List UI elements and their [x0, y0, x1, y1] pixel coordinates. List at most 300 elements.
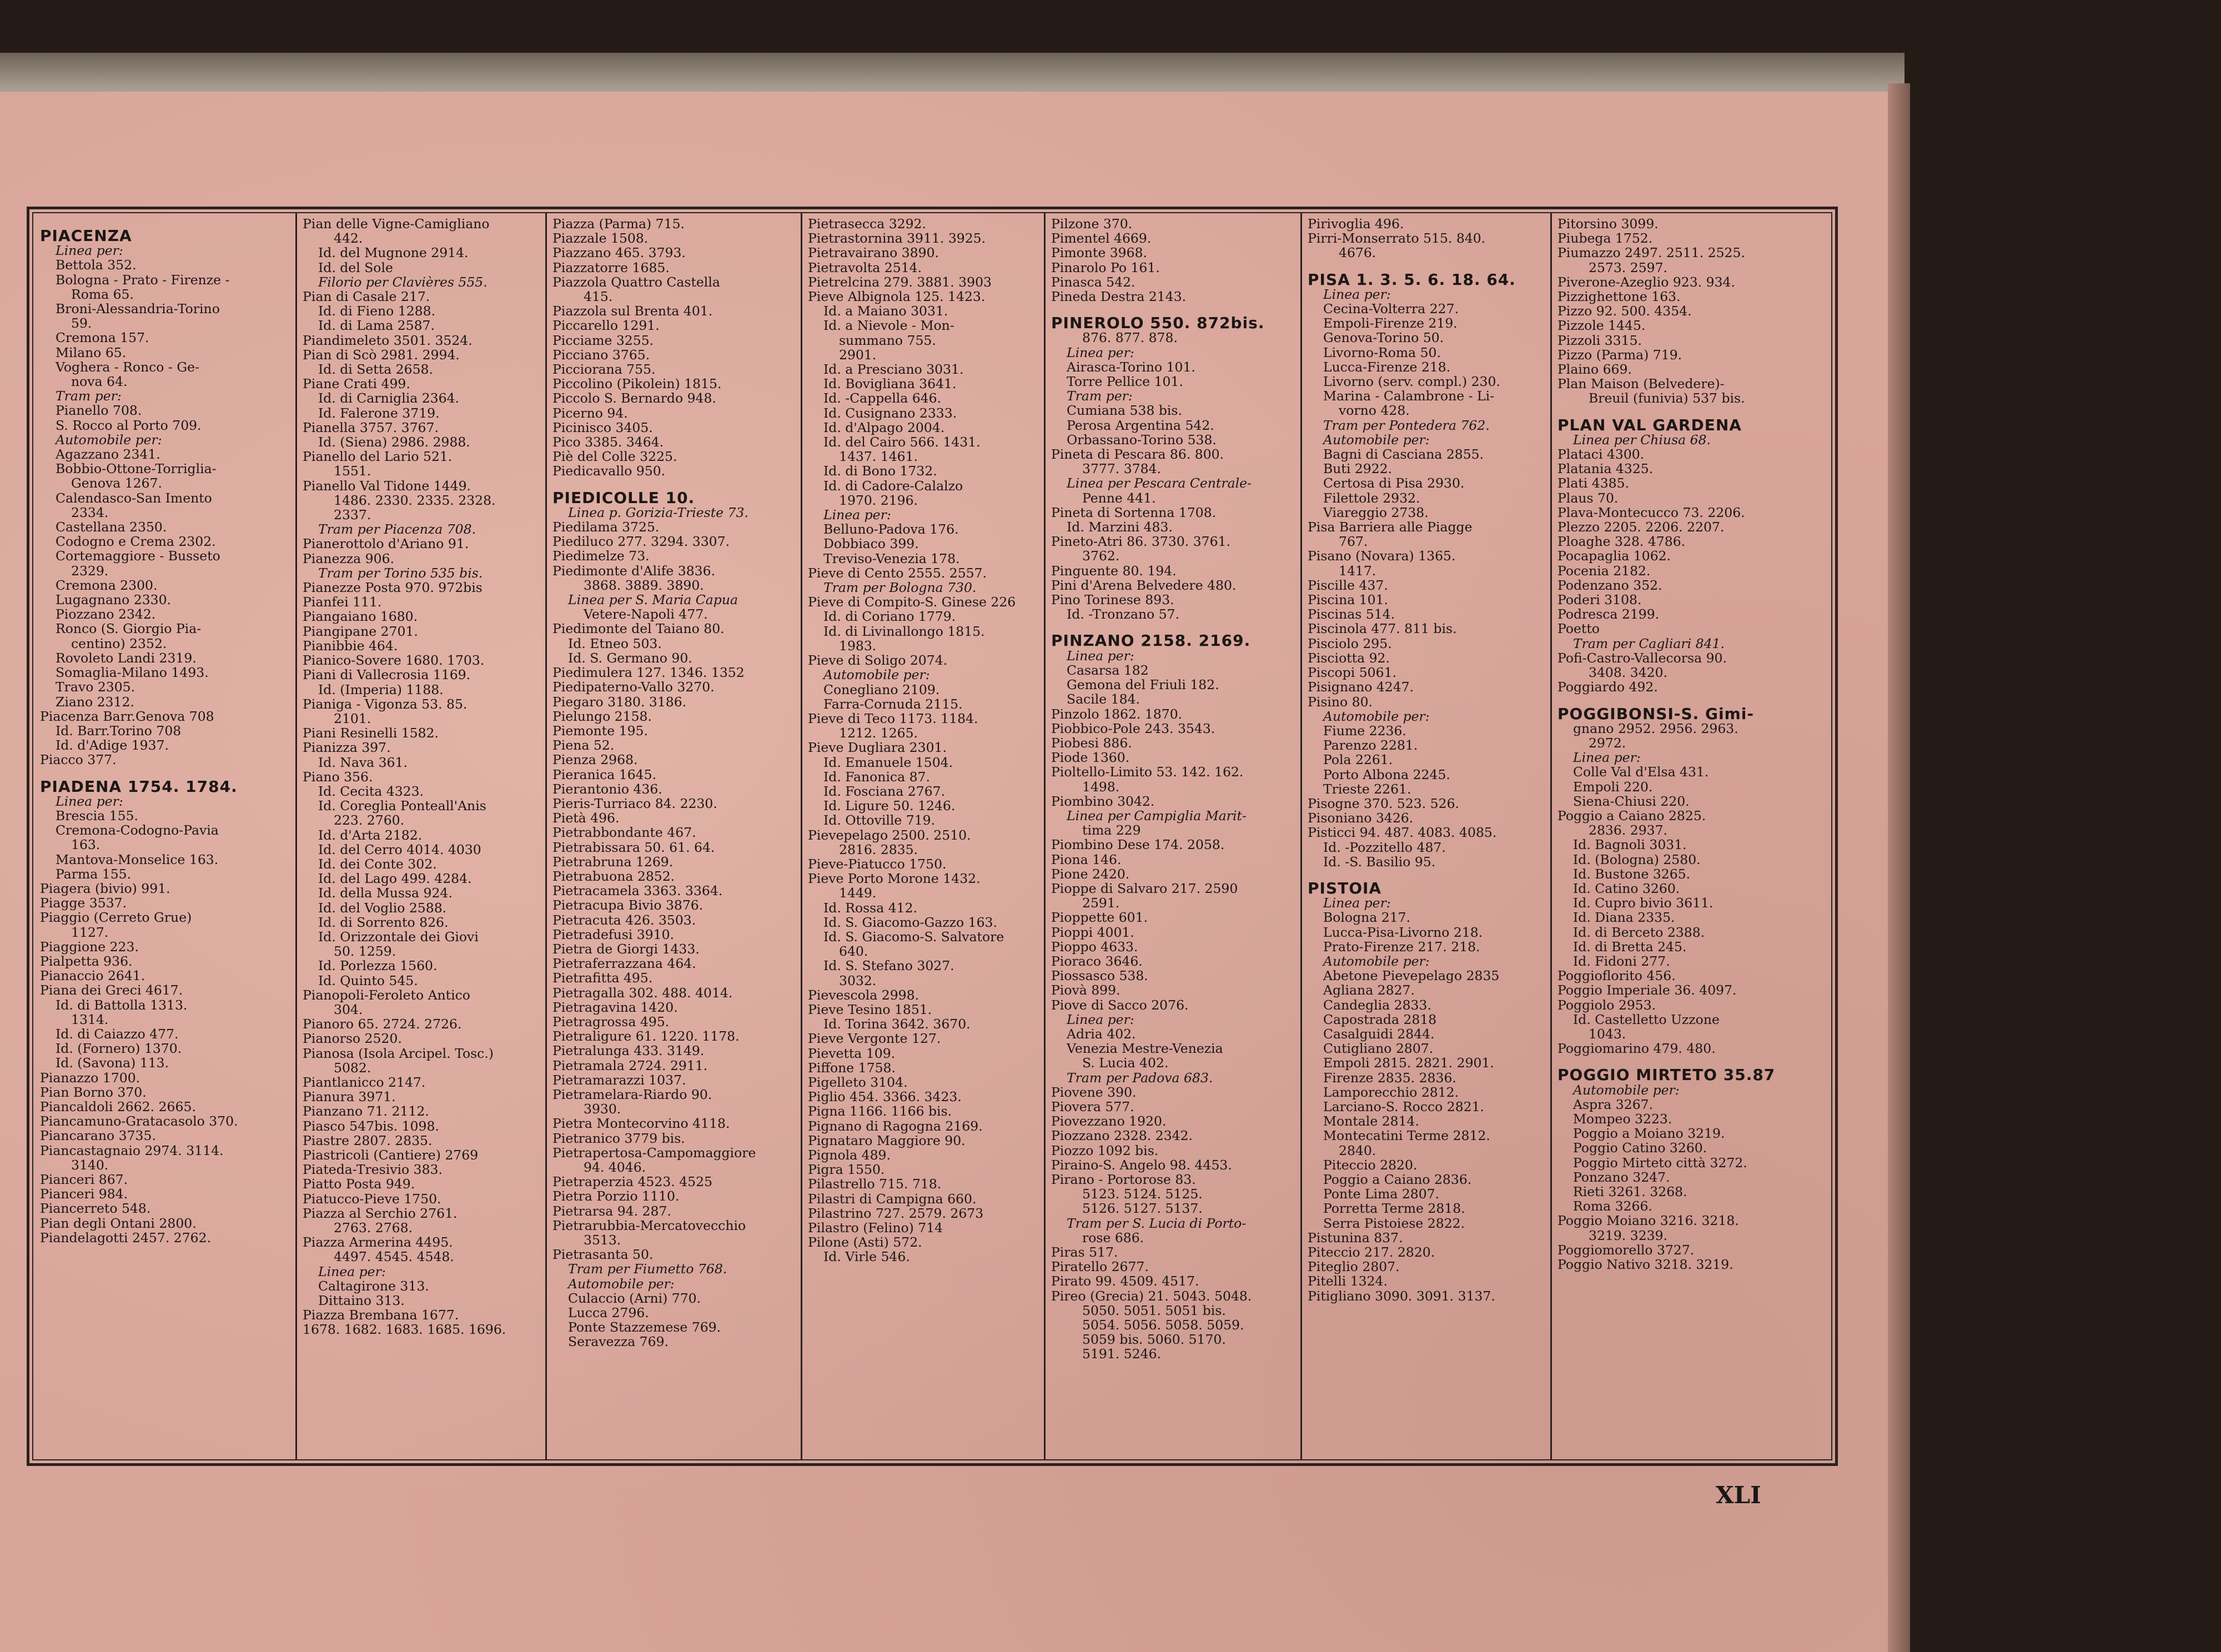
section-heading: PIACENZA: [40, 227, 132, 245]
index-entry: 5054. 5056. 5058. 5059.: [1082, 1317, 1244, 1333]
index-entry: Vetere-Napoli 477.: [584, 606, 708, 622]
index-entry: Bologna - Prato - Firenze -: [56, 272, 230, 288]
index-entry: Pirato 99. 4509. 4517.: [1051, 1273, 1199, 1289]
index-entry: Pietradefusi 3910.: [552, 926, 675, 942]
index-entry: Piedimulera 127. 1346. 1352: [552, 665, 745, 681]
index-entry: Genova 1267.: [71, 475, 162, 491]
index-entry: Pianezza 906.: [303, 550, 394, 566]
index-entry: 3140.: [71, 1157, 109, 1173]
index-entry: Pian delle Vigne-Camigliano: [303, 216, 490, 232]
index-entry: Pioltello-Limito 53. 142. 162.: [1051, 764, 1244, 780]
index-entry: Linea per Chiusa 68.: [1573, 431, 1711, 448]
index-entry: Id. Cecita 4323.: [318, 783, 424, 799]
index-entry: Id. della Mussa 924.: [318, 885, 453, 901]
index-entry: Pian Borno 370.: [40, 1084, 147, 1100]
index-entry: Piode 1360.: [1051, 750, 1130, 766]
index-entry: Tram per:: [1067, 388, 1133, 404]
index-entry: Linea per:: [823, 507, 891, 523]
index-entry: Piombino 3042.: [1051, 793, 1155, 809]
index-entry: Piovera 577.: [1051, 1098, 1134, 1114]
index-entry: Automobile per:: [823, 667, 930, 683]
index-entry: Piancastagnaio 2974. 3114.: [40, 1142, 224, 1158]
index-entry: Pian degli Ontani 2800.: [40, 1215, 197, 1231]
index-entry: Siena-Chiusi 220.: [1573, 793, 1690, 809]
index-entry: 415.: [584, 289, 613, 305]
index-entry: Id. d'Alpago 2004.: [823, 419, 945, 435]
index-entry: Piove di Sacco 2076.: [1051, 997, 1189, 1013]
index-entry: Picciano 3765.: [552, 347, 650, 363]
index-entry: Mantova-Monselice 163.: [56, 851, 219, 867]
index-entry: 1970. 2196.: [839, 492, 918, 508]
index-entry: Linea per:: [1573, 750, 1641, 766]
index-entry: Caltagirone 313.: [318, 1278, 429, 1294]
index-entry: 59.: [71, 315, 92, 332]
page-edge: [1888, 83, 1910, 1652]
index-entry: Pieve Porto Morone 1432.: [808, 871, 981, 887]
index-entry: Pisciotta 92.: [1308, 650, 1390, 666]
index-entry: Bologna 217.: [1323, 910, 1411, 926]
index-entry: Pizzoli 3315.: [1557, 332, 1642, 348]
index-entry: Cumiana 538 bis.: [1067, 403, 1182, 419]
index-entry: Id. Ottoville 719.: [823, 812, 936, 828]
index-entry: Automobile per:: [56, 431, 162, 448]
index-entry: Piatto Posta 949.: [303, 1176, 415, 1192]
index-entry: Ponzano 3247.: [1573, 1169, 1670, 1185]
index-entry: 5126. 5127. 5137.: [1082, 1201, 1203, 1217]
index-entry: Lamporecchio 2812.: [1323, 1084, 1459, 1100]
index-entry: Piana dei Greci 4617.: [40, 982, 183, 998]
index-column-4: [802, 214, 1044, 1458]
index-entry: Pietralunga 433. 3149.: [552, 1043, 705, 1059]
index-entry: Piancaldoli 2662. 2665.: [40, 1098, 196, 1114]
index-entry: Plaino 669.: [1557, 361, 1632, 378]
index-entry: Piras 517.: [1051, 1244, 1118, 1261]
index-entry: Pimonte 3968.: [1051, 245, 1147, 261]
index-entry: Pietrabuona 2852.: [552, 868, 675, 884]
index-entry: S. Lucia 402.: [1082, 1055, 1169, 1071]
index-entry: Pietra de Giorgi 1433.: [552, 941, 700, 957]
index-entry: Id. Catino 3260.: [1573, 880, 1680, 896]
index-entry: Id. Falerone 3719.: [318, 405, 440, 421]
index-entry: Culaccio (Arni) 770.: [568, 1290, 701, 1306]
index-entry: Id. Cusignano 2333.: [823, 405, 957, 421]
index-entry: 223. 2760.: [334, 812, 405, 828]
index-entry: Poggio a Caiano 2825.: [1557, 807, 1706, 824]
index-entry: 5082.: [334, 1060, 371, 1076]
index-entry: Id. di Setta 2658.: [318, 361, 433, 378]
index-entry: Calendasco-San Imento: [56, 490, 212, 506]
index-entry: Pietracamela 3363. 3364.: [552, 883, 723, 899]
index-entry: tima 229: [1082, 822, 1141, 838]
index-entry: Lugagnano 2330.: [56, 592, 172, 608]
index-entry: Bagni di Casciana 2855.: [1323, 446, 1484, 463]
index-entry: Pimentel 4669.: [1051, 230, 1152, 247]
index-entry: Ziano 2312.: [56, 694, 134, 710]
index-entry: Pieranica 1645.: [552, 766, 657, 782]
index-entry: Piani di Vallecrosia 1169.: [303, 667, 471, 683]
section-heading: POGGIBONSI-S. Gimi-: [1557, 704, 1755, 723]
index-entry: Pianura 3971.: [303, 1089, 396, 1105]
index-entry: Genova-Torino 50.: [1323, 330, 1444, 346]
index-entry: Pianerottolo d'Ariano 91.: [303, 536, 469, 552]
index-entry: Pievescola 2998.: [808, 987, 919, 1003]
index-entry: Pietragrossa 495.: [552, 1013, 670, 1030]
index-entry: Piccolo S. Bernardo 948.: [552, 390, 716, 406]
index-entry: 1437. 1461.: [839, 449, 918, 465]
index-entry: Id. (Siena) 2986. 2988.: [318, 434, 470, 450]
index-entry: Linea per:: [1323, 286, 1391, 302]
index-entry: Pievetta 109.: [808, 1045, 896, 1061]
index-entry: Id. di Cadore-Calalzo: [823, 478, 963, 494]
index-entry: S. Rocco al Porto 709.: [56, 417, 202, 433]
index-entry: Piatucco-Pieve 1750.: [303, 1191, 441, 1207]
index-entry: Id. Rossa 412.: [823, 900, 918, 916]
index-entry: Poderi 3108.: [1557, 592, 1642, 608]
index-entry: Piozzano 2342.: [56, 606, 156, 622]
index-entry: Picinisco 3405.: [552, 419, 653, 435]
index-entry: Pilastrino 727. 2579. 2673: [808, 1205, 984, 1221]
index-entry: Piscopi 5061.: [1308, 665, 1397, 681]
index-entry: Id. di Berceto 2388.: [1573, 924, 1705, 940]
index-entry: Broni-Alessandria-Torino: [56, 301, 220, 317]
index-entry: 876. 877. 878.: [1082, 330, 1178, 346]
index-entry: Codogno e Crema 2302.: [56, 534, 216, 550]
index-entry: 1043.: [1589, 1026, 1626, 1042]
index-entry: Poggiardo 492.: [1557, 679, 1658, 695]
index-entry: Pietraferrazzana 464.: [552, 956, 696, 972]
index-entry: Piscina 101.: [1308, 592, 1389, 608]
index-entry: Pietravolta 2514.: [808, 259, 922, 275]
index-entry: Pizzo (Parma) 719.: [1557, 347, 1682, 363]
index-entry: Pietramelara-Riardo 90.: [552, 1086, 712, 1102]
index-entry: Pietra Porzio 1110.: [552, 1188, 680, 1204]
index-entry: Pilastrello 715. 718.: [808, 1176, 942, 1192]
index-entry: Id. del Lago 499. 4284.: [318, 871, 472, 887]
index-entry: Piacco 377.: [40, 752, 117, 768]
index-entry: Piantlanicco 2147.: [303, 1074, 426, 1090]
index-entry: Pietramarazzi 1037.: [552, 1072, 686, 1088]
index-entry: Id. di Fieno 1288.: [318, 303, 436, 319]
index-entry: Pitelli 1324.: [1308, 1273, 1388, 1289]
index-entry: Id. Marzini 483.: [1067, 519, 1173, 535]
index-entry: Id. di Sorrento 826.: [318, 914, 449, 930]
index-entry: Adria 402.: [1067, 1026, 1136, 1042]
index-entry: 4497. 4545. 4548.: [334, 1249, 454, 1265]
index-entry: Piani Resinelli 1582.: [303, 725, 439, 741]
section-heading: PISA 1. 3. 5. 6. 18. 64.: [1308, 270, 1516, 289]
index-entry: Piffone 1758.: [808, 1060, 896, 1076]
index-entry: Ponte Stazzemese 769.: [568, 1319, 721, 1335]
index-column-1: [34, 214, 295, 1458]
index-entry: Id. a Nievole - Mon-: [823, 318, 954, 334]
index-entry: Piena 52.: [552, 737, 615, 754]
index-entry: Tram per Torino 535 bis.: [318, 565, 483, 581]
index-entry: 1449.: [839, 885, 877, 901]
index-entry: Plezzo 2205. 2206. 2207.: [1557, 519, 1725, 535]
index-entry: Piedimonte d'Alife 3836.: [552, 563, 716, 579]
index-entry: Pisignano 4247.: [1308, 679, 1414, 695]
index-entry: Pietra Montecorvino 4118.: [552, 1116, 730, 1132]
index-entry: Pian di Casale 217.: [303, 289, 430, 305]
index-entry: Montecatini Terme 2812.: [1323, 1128, 1490, 1144]
index-entry: summano 755.: [839, 332, 936, 348]
index-entry: Piancamuno-Gratacasolo 370.: [40, 1113, 238, 1129]
index-entry: Pitorsino 3099.: [1557, 216, 1659, 232]
index-entry: nova 64.: [71, 374, 128, 390]
index-entry: Pilastri di Campigna 660.: [808, 1191, 977, 1207]
index-entry: 2901.: [839, 347, 877, 363]
index-entry: Piscinola 477. 811 bis.: [1308, 621, 1457, 637]
index-entry: gnano 2952. 2956. 2963.: [1573, 720, 1738, 736]
index-entry: Pioraco 3646.: [1051, 953, 1143, 969]
index-entry: Somaglia-Milano 1493.: [56, 665, 209, 681]
index-entry: Id. (Bologna) 2580.: [1573, 851, 1701, 867]
index-entry: Casarsa 182: [1067, 662, 1149, 678]
index-entry: Piozzano 2328. 2342.: [1051, 1128, 1193, 1144]
index-entry: Tram per Piacenza 708.: [318, 521, 476, 538]
index-entry: Pienza 2968.: [552, 752, 638, 768]
index-entry: Pisa Barriera alle Piagge: [1308, 519, 1473, 535]
index-entry: 1314.: [71, 1011, 109, 1027]
index-entry: Id. Bustone 3265.: [1573, 866, 1691, 882]
index-entry: Piandelagotti 2457. 2762.: [40, 1229, 212, 1246]
index-entry: Pieve Vergonte 127.: [808, 1031, 941, 1047]
index-entry: Pofi-Castro-Vallecorsa 90.: [1557, 650, 1727, 666]
index-entry: Pirano - Portorose 83.: [1051, 1172, 1196, 1187]
index-entry: Pioppette 601.: [1051, 910, 1148, 926]
index-entry: Pizzo 92. 500. 4354.: [1557, 303, 1692, 319]
index-entry: Piane Crati 499.: [303, 376, 410, 392]
index-column-6: [1302, 214, 1550, 1458]
index-entry: Pietramala 2724. 2911.: [552, 1057, 708, 1073]
index-entry: 2334.: [71, 504, 109, 520]
index-entry: Mompeo 3223.: [1573, 1111, 1672, 1127]
index-entry: 442.: [334, 230, 363, 247]
index-entry: Livorno-Roma 50.: [1323, 344, 1441, 360]
index-entry: 1212. 1265.: [839, 725, 918, 741]
index-entry: Pieve-Piatucco 1750.: [808, 856, 947, 872]
index-entry: Id. Coreglia Ponteall'Anis: [318, 798, 486, 814]
index-entry: Id. di Bretta 245.: [1573, 938, 1687, 955]
index-entry: Piovà 899.: [1051, 982, 1120, 998]
index-entry: Automobile per:: [568, 1276, 675, 1292]
index-entry: Porto Albona 2245.: [1323, 766, 1450, 782]
index-entry: Picerno 94.: [552, 405, 628, 421]
index-entry: 4676.: [1339, 245, 1376, 261]
index-entry: Piovezzano 1920.: [1051, 1113, 1167, 1129]
index-entry: 3762.: [1082, 548, 1120, 564]
section-heading: PINEROLO 550. 872bis.: [1051, 314, 1265, 333]
index-entry: Automobile per:: [1323, 708, 1430, 724]
index-entry: Tram per Fiumetto 768.: [568, 1261, 727, 1277]
index-entry: Id. -Tronzano 57.: [1067, 606, 1180, 622]
index-entry: 1551.: [334, 463, 371, 479]
index-entry: Pignola 489.: [808, 1147, 891, 1163]
index-entry: Id. dei Conte 302.: [318, 856, 437, 872]
index-entry: Piona 146.: [1051, 851, 1122, 867]
index-entry: Ronco (S. Giorgio Pia-: [56, 621, 202, 637]
index-entry: Empoli-Firenze 219.: [1323, 315, 1458, 332]
index-entry: Plava-Montecucco 73. 2206.: [1557, 504, 1745, 520]
index-entry: 2836. 2937.: [1589, 822, 1668, 838]
index-entry: Pietravairano 3890.: [808, 245, 939, 261]
index-entry: Id. Bagnoli 3031.: [1573, 837, 1687, 853]
index-entry: 3408. 3420.: [1589, 665, 1668, 681]
index-entry: 304.: [334, 1001, 363, 1017]
index-column-5: [1046, 214, 1300, 1458]
index-entry: Piccolino (Pikolein) 1815.: [552, 376, 722, 392]
index-entry: Pietrasanta 50.: [552, 1247, 654, 1263]
index-entry: Linea per Campiglia Marit-: [1067, 807, 1247, 824]
index-entry: Poggiomorello 3727.: [1557, 1242, 1695, 1258]
index-entry: Cortemaggiore - Busseto: [56, 548, 220, 564]
index-entry: Piedipaterno-Vallo 3270.: [552, 679, 715, 695]
index-entry: Pietraperzia 4523. 4525: [552, 1174, 713, 1190]
index-entry: Dobbiaco 399.: [823, 536, 919, 552]
index-entry: Pineta di Pescara 86. 800.: [1051, 446, 1224, 463]
index-entry: Tram per Pontedera 762.: [1323, 417, 1490, 433]
section-heading: PISTOIA: [1308, 878, 1382, 897]
index-entry: Piossasco 538.: [1051, 968, 1148, 984]
index-entry: Piobbico-Pole 243. 3543.: [1051, 720, 1215, 736]
index-entry: Cremona 2300.: [56, 577, 158, 593]
index-entry: Pineta di Sortenna 1708.: [1051, 504, 1217, 520]
index-entry: Piazza Brembana 1677.: [303, 1307, 459, 1323]
index-entry: Piagge 3537.: [40, 895, 127, 911]
index-entry: Piastre 2807. 2835.: [303, 1132, 433, 1148]
index-entry: Pielungo 2158.: [552, 708, 652, 724]
index-entry: Id. Orizzontale dei Giovi: [318, 928, 479, 945]
index-entry: Empoli 2815. 2821. 2901.: [1323, 1055, 1494, 1071]
index-entry: Id. Porlezza 1560.: [318, 958, 438, 974]
index-entry: Id. a Maiano 3031.: [823, 303, 948, 319]
index-entry: 1127.: [71, 924, 109, 940]
index-entry: Piateda-Tresivio 383.: [303, 1162, 443, 1178]
index-entry: Id. a Presciano 3031.: [823, 361, 964, 378]
index-entry: 2329.: [71, 563, 109, 579]
index-entry: Agazzano 2341.: [56, 446, 160, 463]
index-entry: Plan Maison (Belvedere)-: [1557, 376, 1725, 392]
index-entry: Pieve Albignola 125. 1423.: [808, 289, 986, 305]
index-entry: Poggio Imperiale 36. 4097.: [1557, 982, 1737, 998]
index-entry: Piaggio (Cerreto Grue): [40, 910, 192, 926]
index-entry: Airasca-Torino 101.: [1067, 359, 1195, 375]
index-entry: Pitigliano 3090. 3091. 3137.: [1308, 1288, 1495, 1304]
index-entry: Brescia 155.: [56, 807, 138, 824]
index-entry: Piastricoli (Cantiere) 2769: [303, 1147, 479, 1163]
index-entry: Pianorso 2520.: [303, 1031, 402, 1047]
index-entry: Pilzone 370.: [1051, 216, 1133, 232]
index-entry: 2101.: [334, 710, 371, 726]
index-entry: Lucca-Firenze 218.: [1323, 359, 1451, 375]
index-entry: Pietrasecca 3292.: [808, 216, 926, 232]
index-entry: Pietrelcina 279. 3881. 3903: [808, 274, 992, 290]
index-entry: Pisano (Novara) 1365.: [1308, 548, 1456, 564]
index-entry: 3219. 3239.: [1589, 1227, 1668, 1243]
index-entry: Pieve Dugliara 2301.: [808, 740, 947, 756]
index-entry: Pianello 708.: [56, 403, 142, 419]
index-entry: Farra-Cornuda 2115.: [823, 696, 963, 712]
index-entry: Id. di Carniglia 2364.: [318, 390, 460, 406]
index-entry: Id. di Lama 2587.: [318, 318, 435, 334]
index-entry: Pianella 3757. 3767.: [303, 419, 439, 435]
index-entry: Id. S. Giacomo-S. Salvatore: [823, 928, 1004, 945]
index-entry: Sacile 184.: [1067, 691, 1140, 707]
index-entry: Linea p. Gorizia-Trieste 73.: [568, 504, 748, 520]
index-entry: Platania 4325.: [1557, 461, 1654, 477]
index-entry: Piano 356.: [303, 769, 373, 785]
index-entry: Pianico-Sovere 1680. 1703.: [303, 652, 485, 669]
index-entry: Id. Cupro bivio 3611.: [1573, 895, 1714, 911]
index-entry: 5050. 5051. 5051 bis.: [1082, 1302, 1226, 1318]
index-entry: Piumazzo 2497. 2511. 2525.: [1557, 245, 1745, 261]
index-entry: Id. (Fornero) 1370.: [56, 1041, 182, 1057]
index-entry: Automobile per:: [1323, 953, 1430, 969]
index-entry: Id. (Savona) 113.: [56, 1055, 169, 1071]
index-entry: Pirivoglia 496.: [1308, 216, 1404, 232]
index-entry: 767.: [1339, 534, 1368, 550]
index-entry: Capostrada 2818: [1323, 1011, 1437, 1027]
index-entry: Abetone Pievepelago 2835: [1323, 968, 1500, 984]
index-entry: 163.: [71, 837, 101, 853]
index-entry: 94. 4046.: [584, 1159, 646, 1175]
index-entry: Id. d'Arta 2182.: [318, 827, 423, 843]
index-entry: Aspra 3267.: [1573, 1096, 1654, 1112]
index-column-2: [297, 214, 545, 1458]
index-entry: 1486. 2330. 2335. 2328.: [334, 492, 496, 508]
index-entry: Pianceri 984.: [40, 1186, 128, 1202]
index-entry: Pisticci 94. 487. 4083. 4085.: [1308, 825, 1497, 841]
index-entry: 5191. 5246.: [1082, 1346, 1162, 1362]
index-entry: Piasco 547bis. 1098.: [303, 1118, 439, 1134]
index-entry: 1498.: [1082, 779, 1120, 795]
index-entry: Pianiga - Vigonza 53. 85.: [303, 696, 468, 712]
index-entry: Id. Diana 2335.: [1573, 910, 1675, 926]
index-entry: Piancerreto 548.: [40, 1201, 151, 1217]
index-entry: Breuil (funivia) 537 bis.: [1589, 390, 1745, 406]
index-entry: Id. di Coriano 1779.: [823, 609, 956, 625]
index-entry: Firenze 2835. 2836.: [1323, 1069, 1456, 1086]
index-entry: Tram per Bologna 730.: [823, 580, 977, 596]
index-entry: Id. S. Giacomo-Gazzo 163.: [823, 914, 997, 930]
index-entry: Id. (Imperia) 1188.: [318, 681, 444, 697]
index-entry: Poggioflorito 456.: [1557, 968, 1676, 984]
index-entry: Piccarello 1291.: [552, 318, 660, 334]
index-entry: Piglio 454. 3366. 3423.: [808, 1089, 962, 1105]
index-entry: 2816. 2835.: [839, 841, 918, 857]
index-entry: Id. Fosciana 2767.: [823, 783, 946, 799]
index-entry: Pigra 1550.: [808, 1162, 885, 1178]
index-entry: Id. Virle 546.: [823, 1249, 910, 1265]
index-entry: Pianezze Posta 970. 972bis: [303, 580, 483, 596]
index-entry: Venezia Mestre-Venezia: [1067, 1041, 1223, 1057]
index-entry: Podenzano 352.: [1557, 577, 1662, 593]
index-entry: Piozzo 1092 bis.: [1051, 1142, 1159, 1158]
index-entry: Piovene 390.: [1051, 1084, 1137, 1100]
index-entry: Id. -S. Basilio 95.: [1323, 853, 1436, 870]
index-entry: 5059 bis. 5060. 5170.: [1082, 1332, 1226, 1348]
index-entry: Picciorana 755.: [552, 361, 656, 378]
index-entry: Piazza Armerina 4495.: [303, 1234, 453, 1251]
index-entry: Pietraligure 61. 1220. 1178.: [552, 1028, 740, 1045]
index-entry: Viareggio 2738.: [1323, 504, 1429, 520]
index-entry: 2573. 2597.: [1589, 259, 1668, 275]
index-entry: Piedimelze 73.: [552, 548, 650, 564]
index-column-3: [547, 214, 801, 1458]
index-entry: 1417.: [1339, 563, 1376, 579]
index-entry: Cremona 157.: [56, 330, 149, 346]
index-entry: Pineda Destra 2143.: [1051, 289, 1187, 305]
